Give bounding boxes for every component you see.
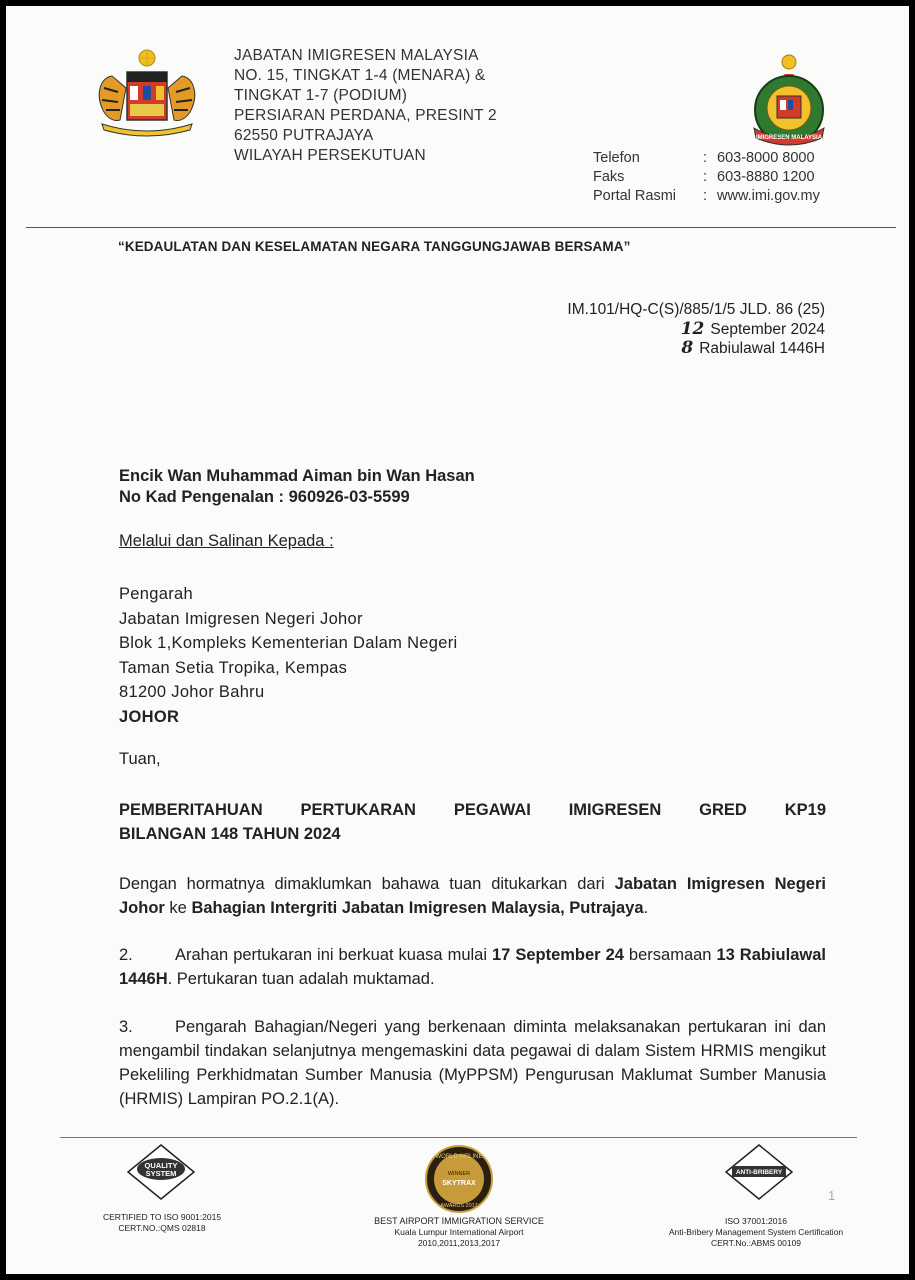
badge-ribbon-text: IMIGRESEN MALAYSIA	[755, 135, 823, 141]
quality-caption	[92, 1212, 232, 1234]
paragraph-1	[119, 872, 826, 920]
contact-row-fax	[593, 168, 820, 187]
award-winner-text: WINNER	[447, 1171, 471, 1177]
para2-text: . Pertukaran tuan adalah muktamad.	[167, 970, 435, 988]
address-line: PERSIARAN PERDANA, PRESINT 2	[234, 107, 497, 124]
anti-bribery-cert-no: CERT.No.:ABMS 00109	[710, 1238, 802, 1248]
para1-text: .	[643, 899, 649, 917]
address-line: 62550 PUTRAJAYA	[234, 127, 374, 144]
paragraph-2	[119, 943, 826, 991]
quality-cert: CERTIFIED TO ISO 9001:2015	[102, 1212, 222, 1222]
award-years: 2010,2011,2013,2017	[417, 1238, 501, 1248]
recipient-address	[119, 582, 457, 729]
via-label: Melalui dan Salinan Kepada :	[119, 532, 334, 550]
anti-bribery-logo-text: ANTI-BRIBERY	[735, 1169, 783, 1176]
quality-logo-line2: SYSTEM	[145, 1169, 177, 1178]
para2-number: 2.	[119, 946, 133, 964]
header-divider	[26, 227, 896, 228]
para2-text: bersamaan	[623, 946, 717, 964]
airport-award-caption	[369, 1216, 549, 1249]
recipient-line: 81200 Johor Bahru	[119, 683, 265, 701]
page-number: 1	[828, 1188, 836, 1203]
para2-date: 17 September 24	[491, 946, 624, 964]
para2-hijri-date: 13 Rabiulawal 1446H	[119, 946, 826, 988]
para1-from: Jabatan Imigresen Negeri Johor	[119, 875, 826, 917]
contact-value: 603-8000 8000	[717, 150, 815, 166]
contact-row-phone	[593, 149, 820, 168]
recipient-line: Pengarah	[119, 585, 193, 603]
award-airport: Kuala Lumpur International Airport	[394, 1227, 524, 1237]
para3-text: Pengarah Bahagian/Negeri yang berkenaan diminta melaksanakan pertukaran ini dan mengambil tindakan selanjutnya mengemaskini data pegawai di dalam Sistem HRMIS mengikut Pekeliling Perkhidmatan Sumber Manusia (MyPPSM) Pengurusan Maklumat Sumber Manusia (HRMIS) Lampiran PO.2.1(A).	[119, 1018, 826, 1108]
address-line: JABATAN IMIGRESEN MALAYSIA	[234, 47, 479, 64]
subject-line-2: BILANGAN 148 TAHUN 2024	[119, 825, 341, 843]
para2-text: Arahan pertukaran ini berkuat kuasa mulai	[175, 946, 492, 964]
anti-bribery-caption	[666, 1216, 846, 1249]
quality-cert-no: CERT.NO.:QMS 02818	[118, 1223, 206, 1233]
immigration-badge-logo	[744, 52, 834, 148]
date-text: September 2024	[710, 320, 825, 338]
contact-label: Telefon	[593, 150, 640, 166]
motto: “KEDAULATAN DAN KESELAMATAN NEGARA TANGGUNGJAWAB BERSAMA”	[118, 239, 631, 254]
anti-bribery-iso: ISO 37001:2016	[725, 1216, 787, 1226]
hijri-date	[567, 339, 825, 359]
hijri-text: Rabiulawal 1446H	[699, 340, 825, 357]
reference-block	[567, 300, 825, 359]
handwritten-day: 12	[680, 318, 705, 339]
para1-to: Bahagian Intergriti Jabatan Imigresen Malaysia, Putrajaya	[191, 899, 644, 917]
award-top-text: WORLD AIRLINE	[435, 1154, 483, 1160]
address-line: TINGKAT 1-7 (PODIUM)	[234, 87, 408, 104]
coat-of-arms-logo	[92, 48, 202, 138]
recipient-line: Blok 1,Kompleks Kementerian Dalam Negeri	[119, 634, 458, 652]
skytrax-award-logo	[424, 1144, 494, 1214]
recipient-line: Taman Setia Tropika, Kempas	[119, 658, 348, 677]
reference-number: IM.101/HQ-C(S)/885/1/5 JLD. 86 (25)	[567, 301, 825, 318]
subject-heading	[119, 798, 826, 846]
subject-line-1: PEMBERITAHUAN PERTUKARAN PEGAWAI IMIGRESEN GRED KP19	[119, 801, 826, 819]
salutation: Tuan,	[119, 750, 161, 768]
addressee-block	[119, 466, 475, 508]
recipient-line: Jabatan Imigresen Negeri Johor	[119, 609, 363, 628]
para1-text: ke	[164, 899, 192, 917]
addressee-name: Encik Wan Muhammad Aiman bin Wan Hasan	[119, 467, 475, 485]
contact-sep: :	[703, 169, 708, 185]
para1-text: Dengan hormatnya dimaklumkan bahawa tuan ditukarkan dari	[119, 875, 615, 893]
handwritten-hijri-day: 8	[681, 338, 694, 358]
anti-bribery-logo	[724, 1143, 794, 1201]
recipient-line: JOHOR	[119, 707, 180, 726]
contact-block	[593, 149, 820, 206]
letter-page	[6, 6, 909, 1274]
award-mid-text: SKYTRAX	[442, 1180, 476, 1187]
contact-value: 603-8880 1200	[717, 169, 815, 185]
quality-logo-line1: QUALITY	[144, 1161, 178, 1170]
award-title: BEST AIRPORT IMMIGRATION SERVICE	[374, 1216, 544, 1226]
award-bottom-text: AWARDS 2017	[440, 1203, 478, 1209]
address-line: NO. 15, TINGKAT 1-4 (MENARA) &	[234, 67, 486, 84]
contact-label: Faks	[593, 169, 625, 185]
para3-number: 3.	[119, 1018, 133, 1036]
contact-value: www.imi.gov.my	[717, 188, 820, 204]
sender-address	[234, 46, 497, 166]
contact-label: Portal Rasmi	[593, 188, 676, 204]
addressee-ic: No Kad Pengenalan : 960926-03-5599	[119, 488, 410, 506]
contact-sep: :	[703, 150, 708, 166]
quality-system-logo	[126, 1143, 196, 1201]
contact-row-portal	[593, 187, 820, 206]
address-line: WILAYAH PERSEKUTUAN	[234, 147, 426, 164]
letter-date	[567, 320, 825, 340]
contact-sep: :	[703, 188, 708, 204]
footer-divider	[60, 1137, 857, 1138]
paragraph-3	[119, 1015, 826, 1111]
anti-bribery-desc: Anti-Bribery Management System Certification	[668, 1227, 844, 1237]
